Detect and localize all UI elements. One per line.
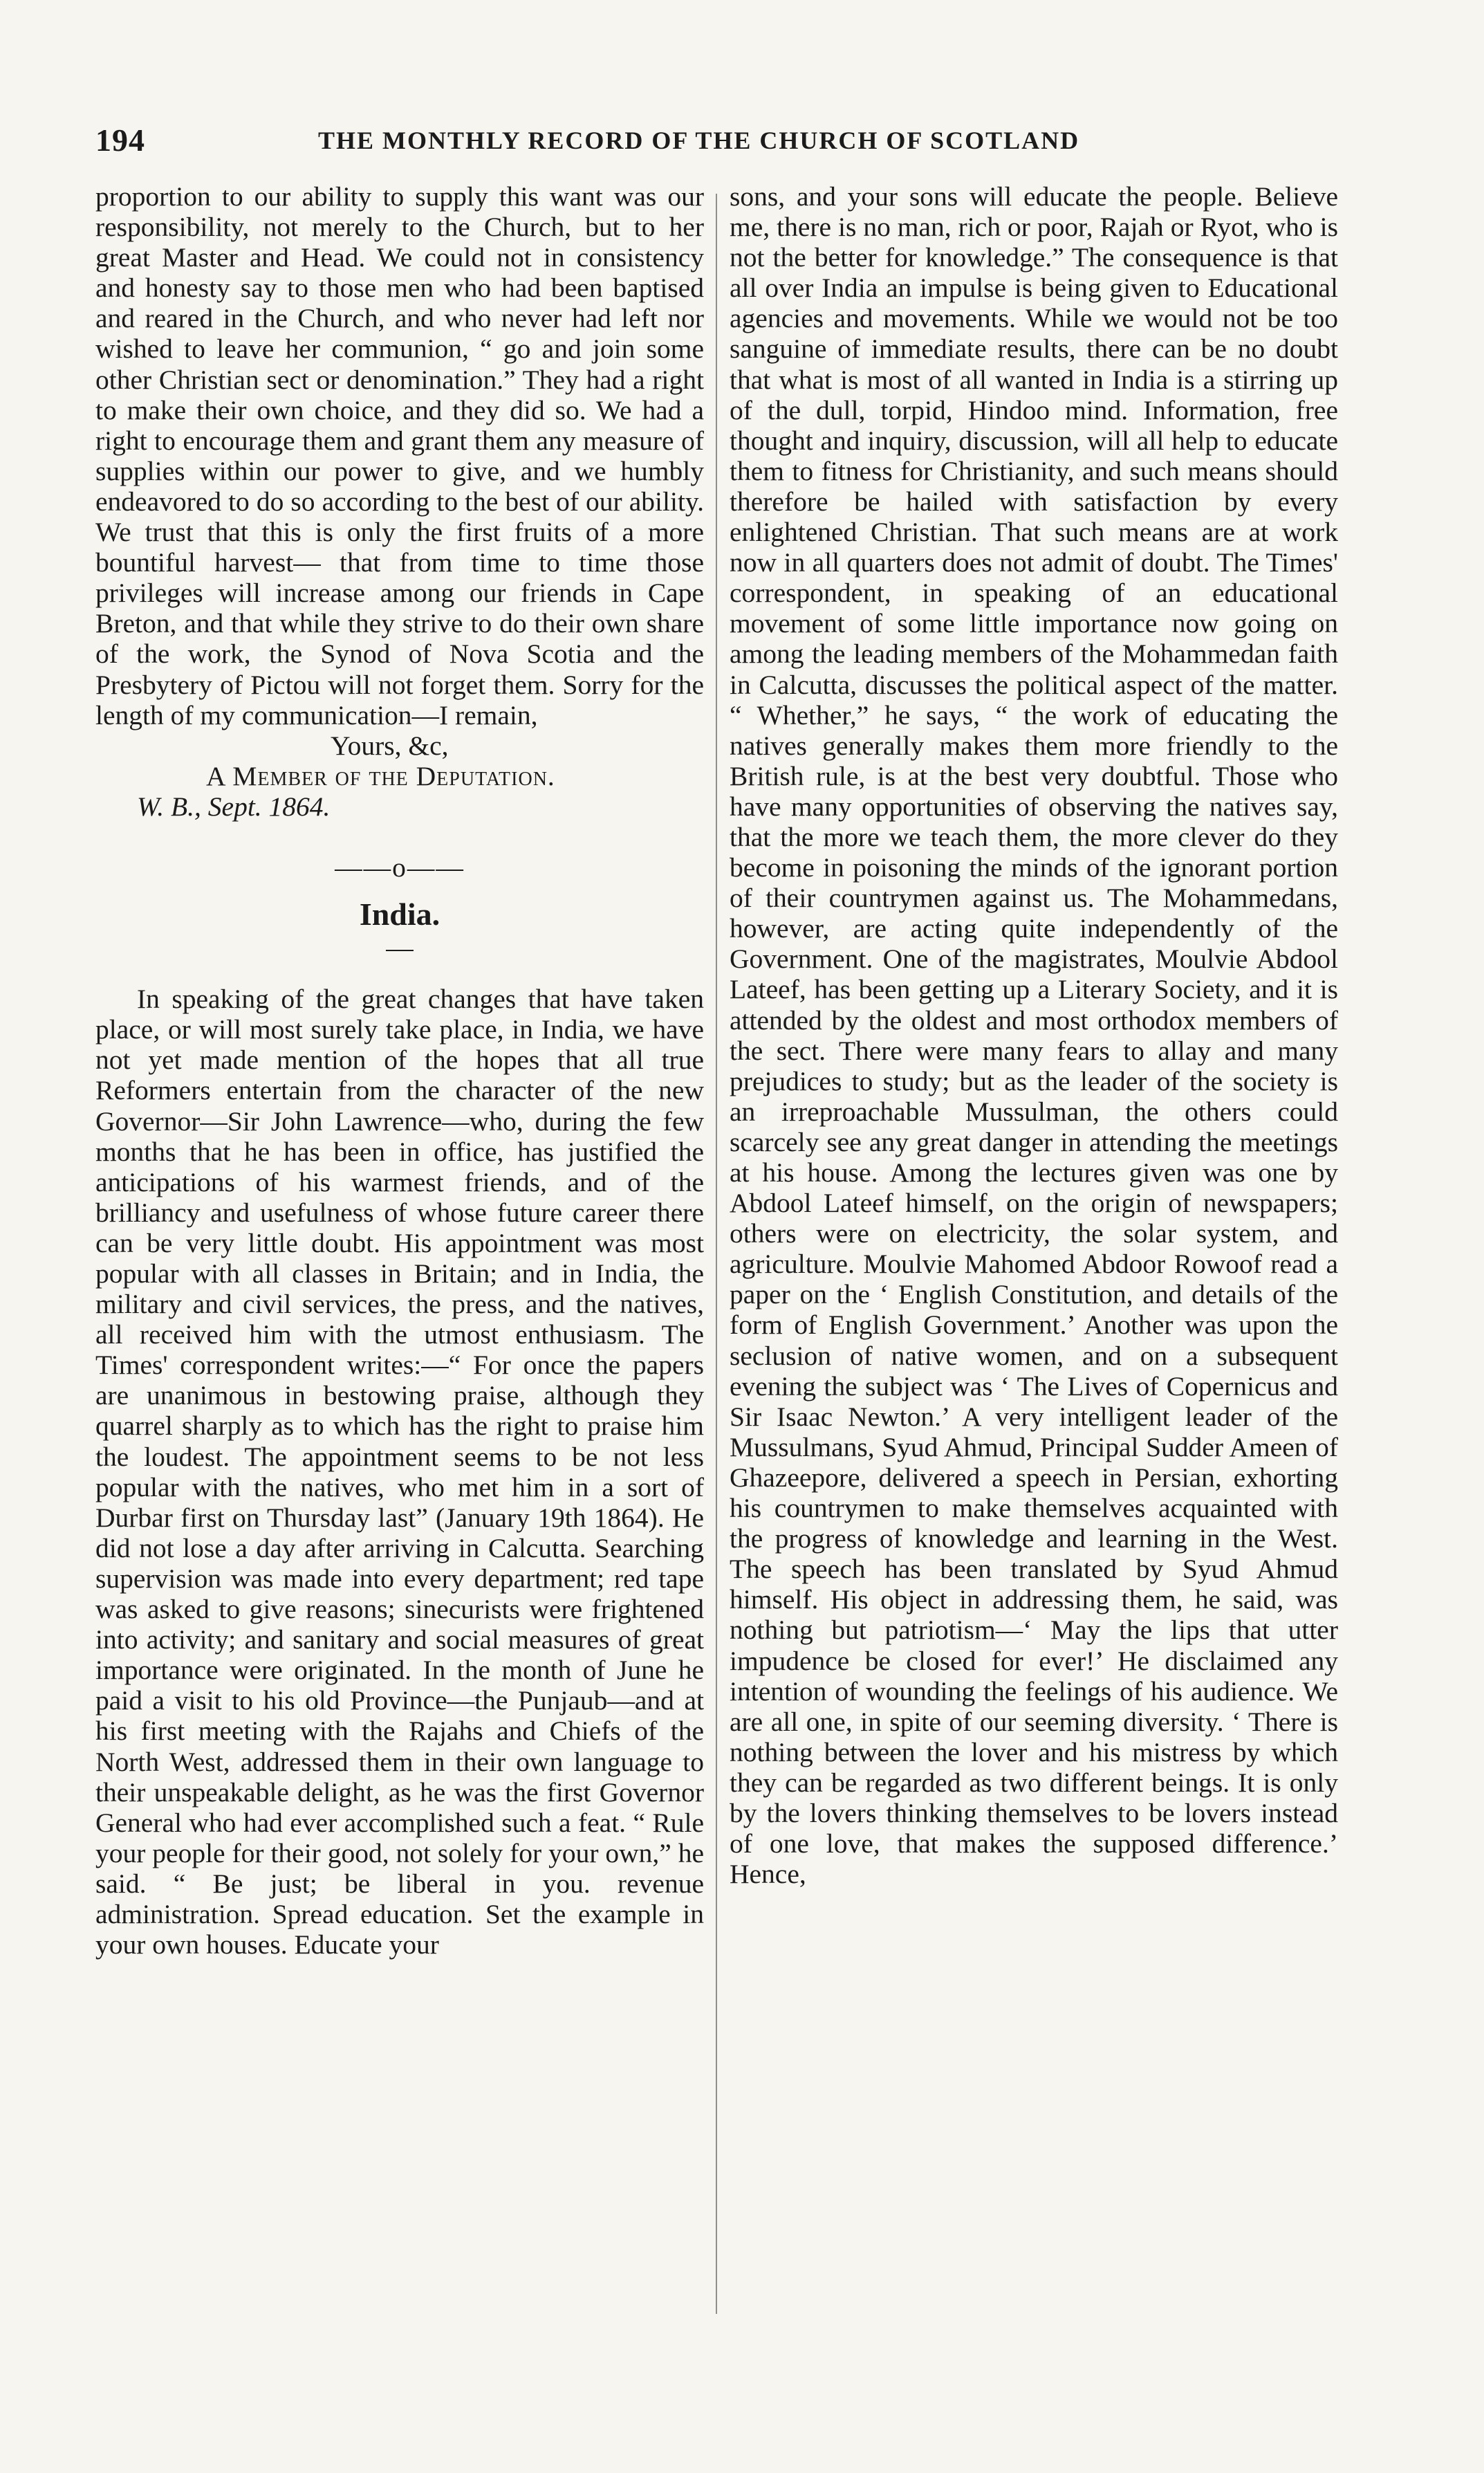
- left-column: [95, 181, 704, 1960]
- signoff-yours: Yours, &c,: [331, 730, 449, 761]
- signoff-place-date: W. B., Sept. 1864.: [137, 791, 331, 822]
- running-title: THE MONTHLY RECORD OF THE CHURCH OF SCOTLAND: [318, 127, 1080, 154]
- section-title-india: India.: [359, 897, 440, 932]
- section-dash: —: [386, 932, 414, 964]
- section-ornament: ——o——: [335, 852, 465, 883]
- india-paragraph-continued: sons, and your sons will educate the people. Believe me, there is no man, rich or poor, Rajah or Ryot, who is not the better for knowledge.” The consequence is that all over India an impulse is being given to Educational agencies and movements. While we would not be too sanguine of immediate results, there can be no doubt that what is most of all wanted in India is a stirring up of the dull, torpid, Hindoo mind. Information, free thought and inquiry, discussion, will all help to educate them to fitness for Christianity, and such means should therefore be hailed with satisfaction by every enlightened Christian. That such means are at work now in all quarters does not admit of doubt. The Times' correspondent, in speaking of an educational movement of some little importance now going on among the leading members of the Mohammedan faith in Calcutta, discusses the political aspect of the matter. “ Whether,” he says, “ the work of educating the natives generally makes them more friendly to the British rule, is at the best very doubtful. Those who have many opportunities of observing the natives say, that the more we teach them, the more clever do they become in poisoning the minds of the ignorant portion of their countrymen against us. The Mohammedans, however, are acting quite independently of the Government. One of the magistrates, Moulvie Abdool Lateef, has been getting up a Literary Society, and it is attended by the oldest and most orthodox members of the sect. There were many fears to allay and many prejudices to study; but as the leader of the society is an irreproachable Mussulman, the others could scarcely see any great danger in attending the meetings at his house. Among the lectures given was one by Abdool Lateef himself, on the origin of newspapers; others were on electricity, the solar system, and agriculture. Moulvie Mahomed Abdoor Rowoof read a paper on the ‘ English Constitution, and details of the form of English Government.’ Another was upon the seclusion of native women, and on a subsequent evening the subject was ‘ The Lives of Copernicus and Sir Isaac Newton.’ A very intelligent leader of the Mussulmans, Syud Ahmud, Principal Sudder Ameen of Ghazeepore, delivered a speech in Persian, exhorting his countrymen to make themselves acquainted with the progress of knowledge and learning in the West. The speech has been translated by Syud Ahmud himself. His object in addressing them, he said, was nothing but patriotism—‘ May the lips that utter impudence be closed for ever!’ He disclaimed any intention of wounding the feelings of his audience. We are all one, in spite of our seeming diversity. ‘ There is nothing between the lover and his mistress by which they can be regarded as two different beings. It is only by the lovers thinking themselves to be lovers instead of one love, that makes the supposed difference.’ Hence,: [730, 181, 1338, 1890]
- right-column: [730, 181, 1338, 1889]
- letter-closing-paragraph: proportion to our ability to supply this want was our responsibility, not merely to the Church, but to her great Master and Head. We could not in consistency and honesty say to those men who had been baptised and reared in the Church, and who never had left nor wished to leave her communion, “ go and join some other Christian sect or denomination.” They had a right to make their own choice, and they did so. We had a right to encourage them and grant them any measure of supplies within our power to give, and we humbly endeavored to do so according to the best of our ability. We trust that this is only the first fruits of a more bountiful harvest— that from time to time those privileges will increase among our friends in Cape Breton, and that while they strive to do their own share of the work, the Synod of Nova Scotia and the Presbytery of Pictou will not forget them. Sorry for the length of my communication—I remain,: [95, 181, 704, 730]
- signoff-member: A Member of the Deputation.: [206, 760, 555, 791]
- column-divider: [716, 194, 717, 2314]
- india-paragraph: In speaking of the great changes that have taken place, or will most surely take place, in India, we have not yet made mention of the hopes that all true Reformers entertain from the character of the new Governor—Sir John Lawrence—who, during the few months that he has been in office, has justified the anticipations of his warmest friends, and of the brilliancy and usefulness of whose future career there can be very little doubt. His appointment was most popular with all classes in Britain; and in India, the military and civil services, the press, and the natives, all received him with the utmost enthusiasm. The Times' correspondent writes:—“ For once the papers are unanimous in bestowing praise, although they quarrel sharply as to which has the right to praise him the loudest. The appointment seems to be not less popular with the natives, who met him in a sort of Durbar first on Thursday last” (January 19th 1864). He did not lose a day after arriving in Calcutta. Searching supervision was made into every department; red tape was asked to give reasons; sinecurists were frightened into activity; and sanitary and social measures of great importance were originated. In the month of June he paid a visit to his old Province—the Punjaub—and at his first meeting with the Rajahs and Chiefs of the North West, addressed them in their own language to their unspeakable delight, as he was the first Governor General who had ever accomplished such a feat. “ Rule your people for their good, not solely for your own,” he said. “ Be just; be liberal in you. revenue administration. Spread education. Set the example in your own houses. Educate your: [95, 984, 704, 1960]
- page-number: 194: [95, 122, 145, 158]
